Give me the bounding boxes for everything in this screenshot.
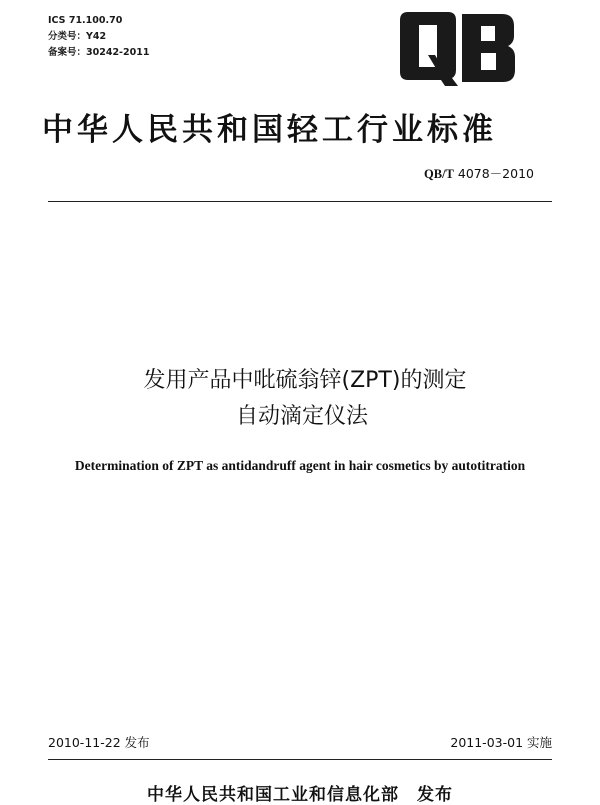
organization-title: 中华人民共和国轻工行业标准 bbox=[42, 112, 497, 148]
issue-date: 2010-11-22 发布 bbox=[48, 735, 150, 750]
top-divider bbox=[48, 201, 552, 202]
registration-number: 备案号：30242-2011 bbox=[48, 47, 150, 58]
chinese-title-line2: 自动滴定仪法 bbox=[235, 404, 368, 429]
ics-code: ICS 71.100.70 bbox=[48, 15, 123, 26]
standard-code-prefix: QB/T bbox=[424, 167, 454, 181]
classification-code: 分类号：Y42 bbox=[48, 31, 107, 42]
qb-logo bbox=[398, 10, 518, 88]
logo-letter-q bbox=[400, 12, 458, 86]
header-meta bbox=[48, 13, 149, 61]
logo-letter-b bbox=[462, 14, 515, 82]
issuing-authority: 中华人民共和国工业和信息化部 发布 bbox=[147, 785, 453, 805]
bottom-divider bbox=[48, 759, 552, 760]
implementation-date: 2011-03-01 实施 bbox=[450, 735, 552, 750]
standard-code-number: 4078－2010 bbox=[457, 166, 534, 181]
standard-code bbox=[424, 164, 534, 182]
english-title: Determination of ZPT as antidandruff agent in hair cosmetics by autotitration bbox=[74, 458, 526, 473]
chinese-title-line1: 发用产品中吡硫翁锌(ZPT)的测定 bbox=[143, 368, 467, 393]
